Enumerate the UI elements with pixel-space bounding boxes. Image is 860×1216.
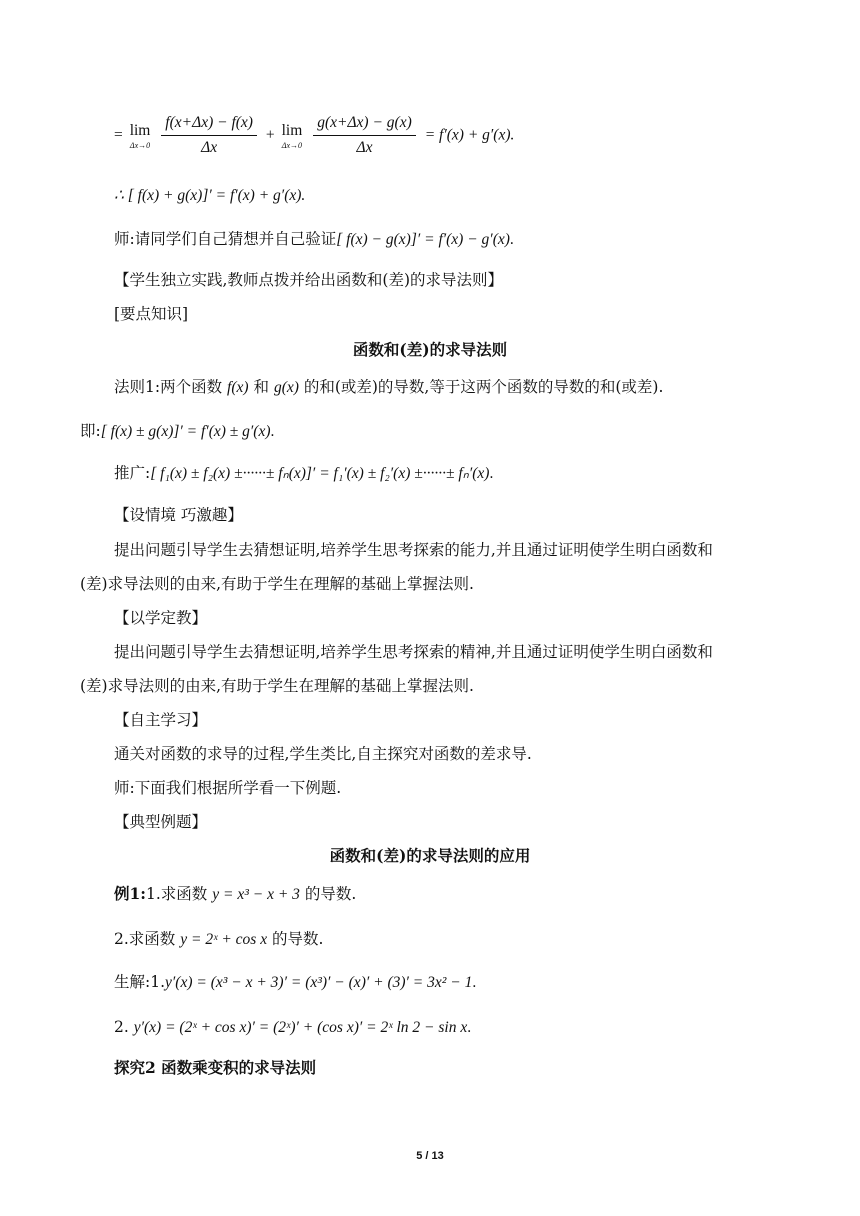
page-number: 5 / 13 (416, 1150, 444, 1162)
explore2-heading: 探究2 函数乘变积的求导法则 (114, 1058, 317, 1077)
section-example-heading: 【典型例题】 (114, 813, 208, 831)
teach-paragraph-line1: 提出问题引导学生去猜想证明,培养学生思考探索的精神,并且通过证明使学生明白函数和 (114, 643, 713, 661)
student-practice-heading: 【学生独立实践,教师点拨并给出函数和(差)的求导法则】 (114, 271, 504, 289)
setup-paragraph-line2: (差)求导法则的由来,有助于学生在理解的基础上掌握法则. (80, 575, 474, 593)
generalization (114, 463, 493, 484)
limit-operator-2 (282, 121, 303, 151)
limit-result: = f′(x) + g′(x). (424, 126, 515, 144)
lim-subscript: Δx→0 (129, 140, 151, 150)
example2-formula: y = 2ˣ + cos x (180, 931, 268, 948)
rule1-g: g(x) (273, 379, 299, 396)
teacher-prompt-formula: [ f(x) − g(x)]′ = f′(x) − g′(x) (336, 231, 510, 248)
period: . (472, 974, 477, 991)
rule1-formula-expression: [ f(x) ± g(x)]′ = f′(x) ± g′(x) (100, 423, 271, 440)
solution1 (114, 972, 476, 993)
rule1-f: f(x) (227, 379, 249, 396)
rule1-part2: 的和(或差)的导数,等于这两个函数的导数的和(或差). (303, 378, 664, 396)
example1-formula: y = x³ − x + 3 (212, 886, 300, 903)
lim-subscript: Δx→0 (281, 140, 303, 150)
fraction-f-numerator: f(x+Δx) − f(x) (165, 114, 253, 131)
section-self-study-heading: 【自主学习】 (114, 711, 208, 729)
equals-sign: = (114, 126, 123, 144)
key-points-label: [要点知识] (114, 305, 189, 323)
rule-heading: 函数和(差)的求导法则 (352, 340, 508, 359)
example1-part1: 1.求函数 (146, 885, 208, 903)
fraction-g-denominator: Δx (313, 135, 416, 158)
rule1-and: 和 (253, 378, 269, 396)
example1-label: 例1: (114, 884, 147, 903)
limit-operator-1 (130, 121, 151, 151)
solution2-formula: y′(x) = (2ˣ + cos x)′ = (2ˣ)′ + (cos x)′ = 2ˣ ln 2 − sin x (133, 1019, 468, 1036)
fraction-g-numerator: g(x+Δx) − g(x) (317, 114, 412, 131)
fraction-f-denominator: Δx (161, 135, 257, 158)
generalization-formula: [ f₁(x) ± f₂(x) ±······± fₙ(x)]′ = f₁′(x) ± f₂′(x) ±······± fₙ′(x) (150, 465, 490, 482)
teacher-prompt-text: 师:请同学们自己猜想并自己验证 (114, 230, 337, 248)
teacher-prompt (114, 229, 514, 250)
solution2 (114, 1017, 471, 1038)
limit-equation (114, 113, 514, 158)
period: . (489, 465, 494, 482)
rule1-formula-label: 即: (80, 422, 101, 440)
rule1-part1: 法则1:两个函数 (114, 378, 223, 396)
fraction-f (161, 113, 257, 158)
teach-paragraph-line2: (差)求导法则的由来,有助于学生在理解的基础上掌握法则. (80, 677, 474, 695)
section-teach-heading: 【以学定教】 (114, 609, 208, 627)
self-study-text: 通关对函数的求导的过程,学生类比,自主探究对函数的差求导. (114, 745, 532, 763)
therefore-statement: ∴ [ f(x) + g(x)]′ = f′(x) + g′(x). (114, 187, 306, 204)
solution2-label: 2. (114, 1018, 129, 1036)
example2 (114, 929, 323, 950)
solution1-label: 生解:1. (114, 973, 166, 991)
section-setup-heading: 【设情境 巧激趣】 (114, 506, 243, 524)
example-heading: 函数和(差)的求导法则的应用 (329, 846, 531, 865)
solution1-formula: y′(x) = (x³ − x + 3)′ = (x³)′ − (x)′ + (3)′ = 3x² − 1 (165, 974, 473, 991)
example1-part2: 的导数. (304, 885, 357, 903)
plus-sign: + (265, 126, 275, 144)
period: . (467, 1019, 472, 1036)
lim-text: lim (281, 121, 303, 139)
period: . (509, 231, 514, 248)
example2-part1: 2.求函数 (114, 930, 176, 948)
lim-text: lim (129, 121, 151, 139)
rule1-text (114, 377, 663, 398)
generalization-label: 推广: (114, 464, 151, 482)
rule1-formula (80, 421, 274, 442)
teacher-next-text: 师:下面我们根据所学看一下例题. (114, 779, 342, 797)
example1 (114, 884, 356, 905)
period: . (270, 423, 275, 440)
setup-paragraph-line1: 提出问题引导学生去猜想证明,培养学生思考探索的能力,并且通过证明使学生明白函数和 (114, 541, 713, 559)
example2-part2: 的导数. (272, 930, 324, 948)
fraction-g (313, 113, 416, 158)
